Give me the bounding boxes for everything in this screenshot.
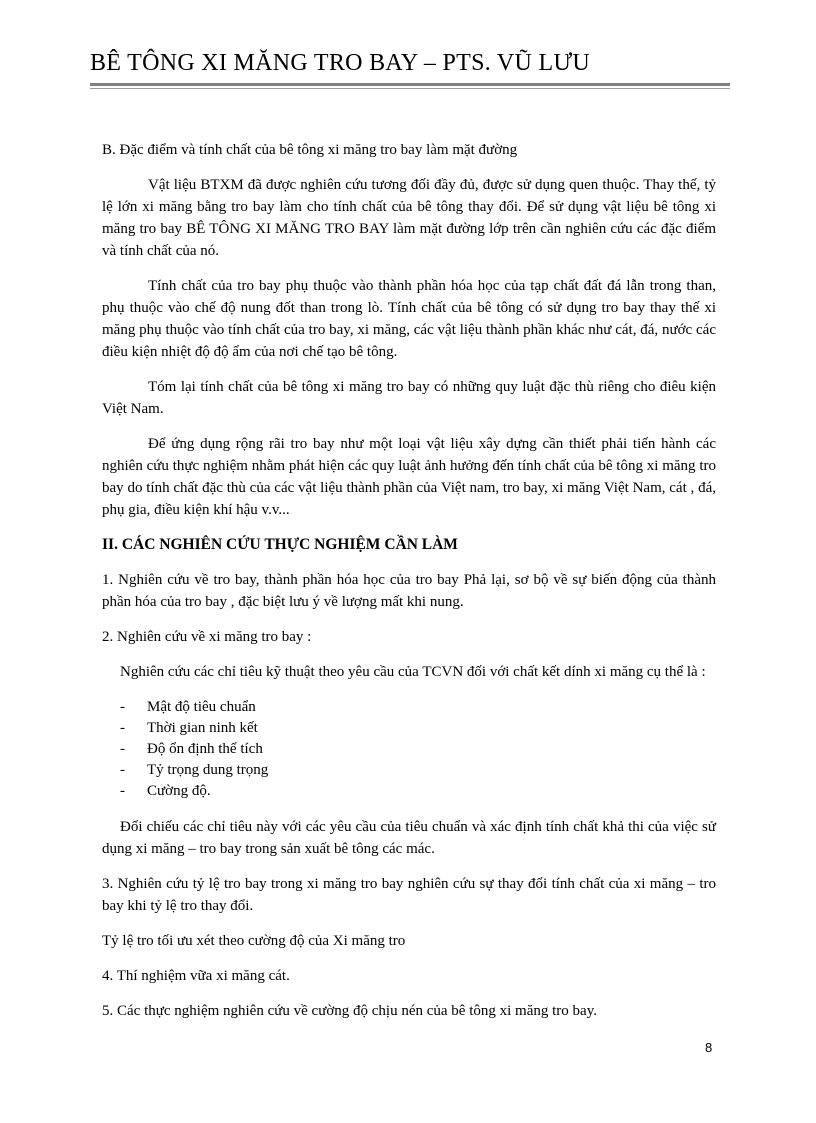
research-item-4: 4. Thí nghiệm vữa xi măng cát. xyxy=(102,968,290,984)
list-item: - Độ ổn định thể tích xyxy=(102,739,716,760)
section-b-title: B. Đặc điểm và tính chất của bê tông xi măng tro bay làm mặt đường xyxy=(102,142,518,158)
research-item-2: 2. Nghiên cứu về xi măng tro bay : xyxy=(102,629,312,645)
bullet-dash: - xyxy=(120,720,125,736)
paragraph-btxm: Vật liệu BTXM đã được nghiên cứu tương đối đầy đủ, được sử dụng quen thuộc. Thay thế, tỷ lệ lớn xi măng bằng tro bay làm cho tính chất của bê tông thay đổi. Để sử dụng vật liệu bê tông xi măng tro bay BÊ TÔNG XI MĂNG TRO BAY làm mặt đường lớp trên cần nghiên cứu các đặc điểm và tính chất của nó. xyxy=(102,177,716,259)
paragraph-fly-ash-properties: Tính chất của tro bay phụ thuộc vào thành phần hóa học của tạp chất đất đá lẫn trong than, phụ thuộc vào chế độ nung đốt than trong lò. Tính chất của bê tông có sử dụng tro bay thay thế xi măng phụ thuộc vào tính chất của tro bay, xi măng, các vật liệu thành phần khác như cát, đá, nước các điều kiện nhiệt độ độ ẩm của nơi chế tạo bê tông. xyxy=(102,278,716,360)
header-divider-thin xyxy=(90,88,730,89)
research-item-3: 3. Nghiên cứu tỷ lệ tro bay trong xi măng tro bay nghiên cứu sự thay đổi tính chất của xi măng – tro bay khi tỷ lệ tro thay đổi. xyxy=(102,876,716,914)
comparison-paragraph: Đối chiếu các chỉ tiêu này với các yêu cầu của tiêu chuẩn và xác định tính chất khả thi của việc sử dụng xi măng – tro bay trong sản xuất bê tông các mác. xyxy=(102,819,716,857)
list-item: - Tỷ trọng dung trọng xyxy=(102,760,716,781)
section-ii-heading: II. CÁC NGHIÊN CỨU THỰC NGHIỆM CẦN LÀM xyxy=(102,536,458,553)
page-content xyxy=(102,139,716,1022)
criteria-list xyxy=(102,697,716,802)
research-item-5: 5. Các thực nghiệm nghiên cứu về cường độ chịu nén của bê tông xi măng tro bay. xyxy=(102,1003,597,1019)
paragraph-application: Để ứng dụng rộng rãi tro bay như một loại vật liệu xây dựng cần thiết phải tiến hành các nghiên cứu thực nghiệm nhằm phát hiện các quy luật ảnh hưởng đến tính chất của bê tông xi măng tro bay do tính chất đặc thù của các vật liệu thành phần của Việt nam, tro bay, xi măng Việt Nam, cát , đá, phụ gia, điều kiện khí hậu v.v... xyxy=(102,436,716,518)
header-divider xyxy=(90,83,730,86)
bullet-dash: - xyxy=(120,783,125,799)
page-number: 8 xyxy=(705,1040,713,1055)
list-item: - Mật độ tiêu chuẩn xyxy=(102,697,716,718)
list-item: - Cường độ. xyxy=(102,781,716,802)
research-item-3-note: Tỷ lệ tro tối ưu xét theo cường độ của Xi măng tro xyxy=(102,933,406,949)
bullet-dash: - xyxy=(120,699,125,715)
research-item-1: 1. Nghiên cứu về tro bay, thành phần hóa học của tro bay Phả lại, sơ bộ về sự biến động của thành phần hóa của tro bay , đặc biệt lưu ý về lượng mất khi nung. xyxy=(102,572,716,610)
bullet-dash: - xyxy=(120,762,125,778)
paragraph-summary: Tóm lại tính chất của bê tông xi măng tro bay có những quy luật đặc thù riêng cho điêu kiện Việt Nam. xyxy=(102,379,716,417)
bullet-dash: - xyxy=(120,741,125,757)
research-item-2-detail: Nghiên cứu các chỉ tiêu kỹ thuật theo yêu cầu của TCVN đối với chất kết dính xi măng cụ thể là : xyxy=(120,664,706,680)
page-header-title: BÊ TÔNG XI MĂNG TRO BAY – PTS. VŨ LƯU xyxy=(90,50,590,76)
list-item: - Thời gian ninh kết xyxy=(102,718,716,739)
